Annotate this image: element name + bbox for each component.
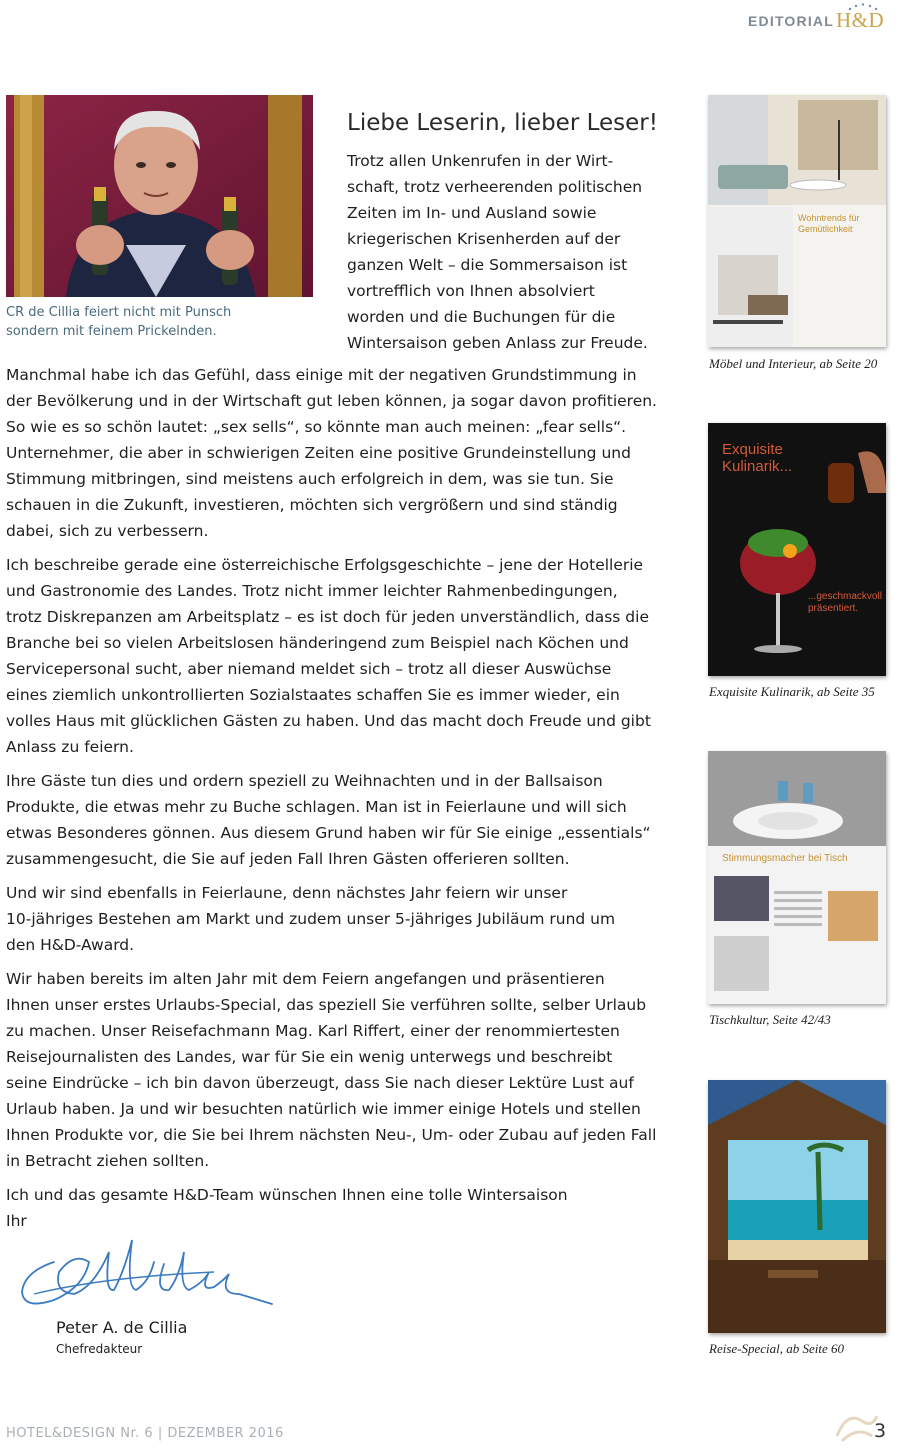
page-number: 3	[874, 1420, 887, 1442]
portrait-photo	[6, 95, 313, 297]
author-role: Chefredakteur	[56, 1342, 143, 1356]
text-line: seine Eindrücke – ich bin davon überzeugt, dass Sie nach dieser Lektüre Lust auf	[6, 1074, 634, 1092]
thumbnail-caption: Exquisite Kulinarik, ab Seite 35	[709, 684, 875, 699]
thumb-title: Wohntrends für Gemütlichkeit	[798, 213, 860, 234]
text-line: kriegerischen Krisenherden auf der	[347, 230, 621, 248]
text-line: Branche bei so vielen Arbeitslosen händeringend zum Beispiel nach Köchen und	[6, 634, 629, 652]
handwritten-signature	[14, 1232, 276, 1312]
text-line: Urlaub haben. Ja und wir besuchten natürlich wie immer einige Hotels und stellen	[6, 1100, 641, 1118]
thumbnail-caption: Reise-Special, ab Seite 60	[709, 1341, 845, 1356]
text-line: und Gastronomie des Landes. Trotz nicht immer leichter Rahmenbedingungen,	[6, 582, 618, 600]
text-line: Produkte, die etwas mehr zu Buche schlagen. Man ist in Feierlaune und will sich	[6, 798, 627, 816]
text-line: ganzen Welt – die Sommersaison ist	[347, 256, 628, 274]
editorial-headline: Liebe Leserin, lieber Leser!	[347, 110, 658, 136]
text-line: Und wir sind ebenfalls in Feierlaune, denn nächstes Jahr feiern wir unser	[6, 884, 568, 902]
paragraph	[6, 880, 666, 958]
thumbnail-furniture	[708, 95, 886, 347]
text-line: Servicepersonal sucht, aber niemand meldet sich – trotz all dieser Auswüchse	[6, 660, 612, 678]
text-line: schaft, trotz verheerenden politischen	[347, 178, 643, 196]
caption-line: sondern mit feinem Prickelnden.	[6, 324, 217, 339]
text-line: Manchmal habe ich das Gefühl, dass einige mit der negativen Grundstimmung in	[6, 366, 637, 384]
thumbnail-caption: Tischkultur, Seite 42/43	[709, 1012, 831, 1027]
text-line: der Bevölkerung und in der Wirtschaft gut leben können, ja sogar davon profitieren.	[6, 392, 657, 410]
text-line: So wie es so schön lautet: „sex sells“, so könnte man auch meinen: „fear sells“.	[6, 418, 627, 436]
text-line: Reisejournalisten des Landes, war für Sie ein wenig unterwegs und beschreibt	[6, 1048, 613, 1066]
section-label: EDITORIAL	[748, 13, 834, 29]
text-line: vortrefflich von Ihnen absolviert	[347, 282, 595, 300]
thumbnail-caption: Möbel und Interieur, ab Seite 20	[709, 356, 878, 371]
footer-issue: HOTEL&DESIGN Nr. 6 | DEZEMBER 2016	[6, 1426, 284, 1441]
paragraph	[6, 362, 666, 544]
thumb-title: Exquisite Kulinarik...	[722, 441, 793, 475]
intro-paragraph	[347, 148, 677, 356]
text-line: Stimmung mitbringen, sind meistens auch erfolgreich in dem, was sie tun. Sie	[6, 470, 614, 488]
text-line: Ich beschreibe gerade eine österreichische Erfolgsgeschichte – jene der Hotellerie	[6, 556, 644, 574]
thumbnail-travel	[708, 1080, 886, 1333]
text-line: worden und die Buchungen für die	[347, 308, 616, 326]
text-line: trotz Diskrepanzen am Arbeitsplatz – es ist doch für jeden unverständlich, dass die	[6, 608, 649, 626]
thumb-subtitle: ...geschmackvoll präsentiert.	[808, 591, 882, 614]
text-line: Zeiten im In- und Ausland sowie	[347, 204, 597, 222]
text-line: dabei, sich zu verbessern.	[6, 522, 209, 540]
thumbnail-tableware	[708, 751, 886, 1004]
text-line: Anlass zu feiern.	[6, 738, 134, 756]
text-line: Ihnen Produkte vor, die Sie bei Ihrem nächsten Neu-, Um- oder Zubau auf jeden Fall	[6, 1126, 657, 1144]
thumb-title: Stimmungsmacher bei Tisch	[722, 853, 848, 864]
logo-text: H&D	[836, 8, 885, 32]
author-name: Peter A. de Cillia	[56, 1318, 188, 1337]
caption-line: CR de Cillia feiert nicht mit Punsch	[6, 305, 232, 320]
text-line: Ihr	[6, 1212, 27, 1230]
text-line: zusammengesucht, die Sie auf jeden Fall Ihren Gästen offerieren sollten.	[6, 850, 570, 868]
paragraph	[6, 1182, 666, 1234]
text-line: eines ziemlich unkontrollierten Sozialstaates schaffen Sie es immer wieder, ein	[6, 686, 620, 704]
text-line: Ihre Gäste tun dies und ordern speziell zu Weihnachten und in der Ballsaison	[6, 772, 603, 790]
text-line: Wintersaison geben Anlass zur Freude.	[347, 334, 648, 352]
text-line: 10-jähriges Bestehen am Markt und zudem unser 5-jähriges Jubiläum rund um	[6, 910, 616, 928]
text-line: den H&D-Award.	[6, 936, 135, 954]
text-line: Wir haben bereits im alten Jahr mit dem Feiern angefangen und präsentieren	[6, 970, 605, 988]
text-line: volles Haus mit glücklichen Gästen zu haben. Und das macht doch Freude und gibt	[6, 712, 651, 730]
thumbnail-cuisine	[708, 423, 886, 676]
editorial-body	[6, 362, 666, 1242]
photo-caption	[6, 303, 306, 341]
text-line: zu machen. Unser Reisefachmann Mag. Karl Riffert, einer der renommiertesten	[6, 1022, 620, 1040]
text-line: schauen in die Zukunft, investieren, möchten sich vergrößern und sind ständig	[6, 496, 618, 514]
text-line: Trotz allen Unkenrufen in der Wirt-	[347, 152, 614, 170]
text-line: etwas Besonderes gönnen. Aus diesem Grund haben wir für Sie einige „essentials“	[6, 824, 651, 842]
paragraph	[6, 552, 666, 760]
paragraph	[6, 966, 666, 1174]
paragraph	[6, 768, 666, 872]
text-line: Unternehmer, die aber in schwierigen Zeiten eine positive Grundeinstellung und	[6, 444, 631, 462]
magazine-logo	[836, 2, 892, 32]
text-line: Ihnen unser erstes Urlaubs-Special, das speziell Sie verführen sollte, selber Urlaub	[6, 996, 647, 1014]
text-line: Ich und das gesamte H&D-Team wünschen Ihnen eine tolle Wintersaison	[6, 1186, 568, 1204]
text-line: in Betracht ziehen sollten.	[6, 1152, 210, 1170]
